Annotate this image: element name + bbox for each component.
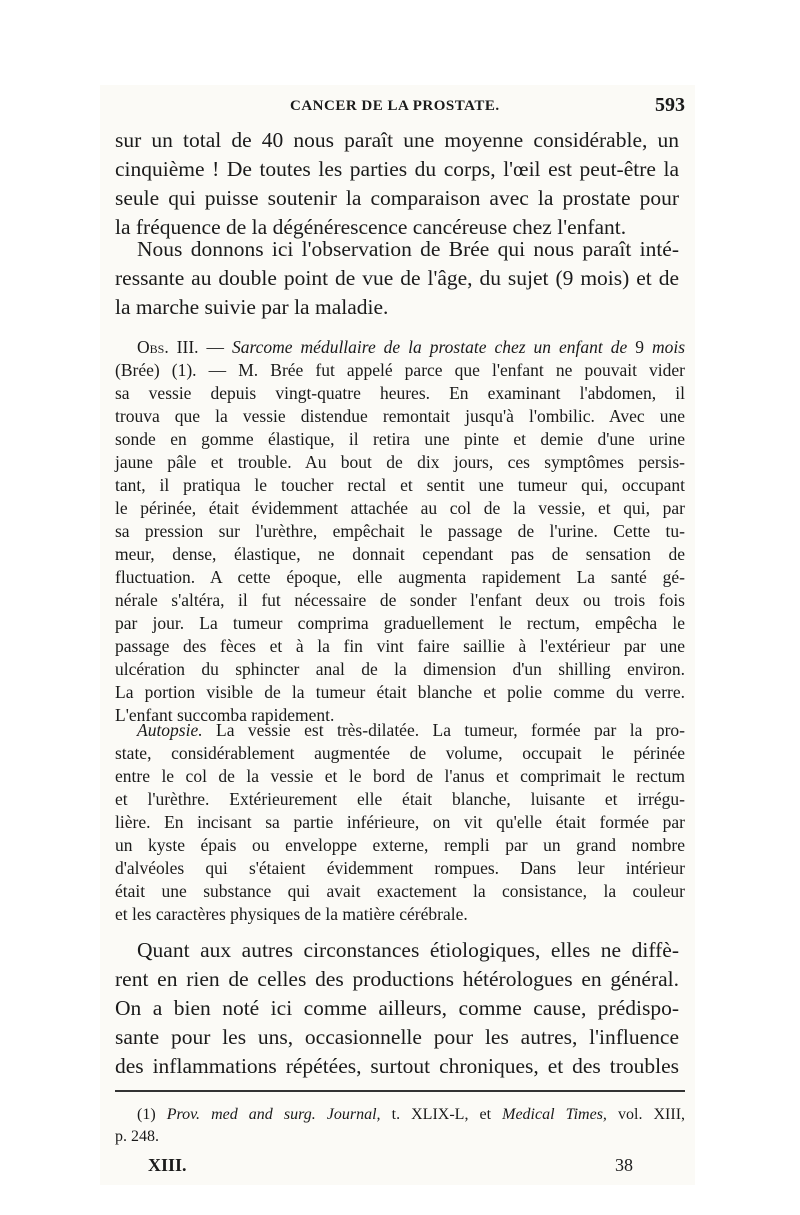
autopsy-first-line: La vessie est très-dilatée. La tumeur, formée par la pro- bbox=[216, 720, 685, 740]
text-line: était une substance qui avait exactement la consistance, la couleur bbox=[115, 881, 685, 901]
text-line: et les caractères physiques de la matière cérébrale. bbox=[115, 904, 468, 924]
text-line: la fréquence de la dégénérescence cancéreuse chez l'enfant. bbox=[115, 215, 627, 239]
footnote-mark: (1) bbox=[137, 1106, 156, 1123]
observation-title: Sarcome médullaire de la prostate chez un enfant de bbox=[231, 337, 628, 357]
text-line: cinquième ! De toutes les parties du corps, l'œil est peut-être la bbox=[115, 157, 679, 181]
text-line: un kyste épais ou enveloppe externe, rempli par un grand nombre bbox=[115, 835, 685, 855]
text-line: fluctuation. A cette époque, elle augmenta rapidement La santé gé- bbox=[115, 567, 685, 587]
text-line: ressante au double point de vue de l'âge, du sujet (9 mois) et de bbox=[115, 266, 679, 290]
footnote-line bbox=[115, 1106, 685, 1124]
footnote-ref-1: t. XLIX-L, et bbox=[391, 1106, 492, 1123]
footnote-line: p. 248. bbox=[115, 1128, 159, 1145]
text-line: d'alvéoles qui s'étaient évidemment rompues. Dans leur intérieur bbox=[115, 858, 685, 878]
observation-age-unit: mois bbox=[651, 337, 686, 357]
signature-sheet: 38 bbox=[615, 1155, 633, 1175]
observation-label: Obs. III. bbox=[137, 337, 199, 357]
footnote-source-2: Medical Times, bbox=[502, 1106, 607, 1123]
text-line: et l'urèthre. Extérieurement elle était blanche, luisante et irrégu- bbox=[115, 789, 685, 809]
text-line: seule qui puisse soutenir la comparaison avec la prostate pour bbox=[115, 186, 679, 210]
text-line: des inflammations répétées, surtout chroniques, et des troubles bbox=[115, 1054, 679, 1078]
text-line: ulcération du sphincter anal de la dimension d'un shilling environ. bbox=[115, 659, 685, 679]
text-line: trouva que la vessie distendue remontait jusqu'à l'ombilic. Avec une bbox=[115, 406, 685, 426]
text-line: La portion visible de la tumeur était blanche et polie comme du verre. bbox=[115, 682, 685, 702]
text-line: sa pression sur l'urèthre, empêchait le passage de l'urine. Cette tu- bbox=[115, 521, 685, 541]
running-title: CANCER DE LA PROSTATE. bbox=[290, 98, 500, 114]
text-line: Nous donnons ici l'observation de Brée qui nous paraît inté- bbox=[137, 237, 679, 261]
text-line: jaune pâle et trouble. Au bout de dix jours, ces symptômes persis- bbox=[115, 452, 685, 472]
text-line: On a bien noté ici comme ailleurs, comme cause, prédispo- bbox=[115, 996, 679, 1020]
text-line: state, considérablement augmentée de volume, occupait le périnée bbox=[115, 743, 685, 763]
footnote-rule bbox=[115, 1090, 685, 1092]
text-line: tant, il pratiqua le toucher rectal et sentit une tumeur qui, occupant bbox=[115, 475, 685, 495]
observation-age: 9 bbox=[635, 337, 644, 357]
autopsy-label: Autopsie. bbox=[137, 720, 203, 740]
signature-volume: XIII. bbox=[148, 1155, 187, 1175]
text-line: la marche suivie par la maladie. bbox=[115, 295, 389, 319]
text-line: le périnée, était évidemment attachée au col de la vessie, et qui, par bbox=[115, 498, 685, 518]
text-line: passage des fèces et à la fin vint faire saillie à l'extérieur par une bbox=[115, 636, 685, 656]
observation-heading: Obs. III. — Sarcome médullaire de la prostate chez un enfant de 9 mois bbox=[137, 337, 686, 357]
footnote-ref-2: vol. XIII, bbox=[618, 1106, 686, 1123]
text-line: sa vessie depuis vingt-quatre heures. En examinant l'abdomen, il bbox=[115, 383, 685, 403]
text-line: L'enfant succomba rapidement. bbox=[115, 705, 335, 725]
text-line: sante pour les uns, occasionnelle pour les autres, l'influence bbox=[115, 1025, 679, 1049]
text-line: sonde en gomme élastique, il retira une pinte et demie d'une urine bbox=[115, 429, 685, 449]
text-line: sur un total de 40 nous paraît une moyenne considérable, un bbox=[115, 128, 679, 152]
footnote-source-1: Prov. med and surg. Journal, bbox=[166, 1106, 381, 1123]
text-line: par jour. La tumeur comprima graduellement le rectum, empêcha le bbox=[115, 613, 685, 633]
text-line: nérale s'altéra, il fut nécessaire de sonder l'enfant deux ou trois fois bbox=[115, 590, 685, 610]
text-line: rent en rien de celles des productions hétérologues en général. bbox=[115, 967, 679, 991]
running-header bbox=[115, 90, 685, 120]
text-line: Quant aux autres circonstances étiologiques, elles ne diffè- bbox=[137, 938, 679, 962]
autopsy-heading bbox=[115, 720, 685, 741]
text-line: entre le col de la vessie et le bord de l'anus et comprimait le rectum bbox=[115, 766, 685, 786]
text-line: lière. En incisant sa partie inférieure, on vit qu'elle était formée par bbox=[115, 812, 685, 832]
text-line: meur, dense, élastique, ne donnait cependant pas de sensation de bbox=[115, 544, 685, 564]
page-number: 593 bbox=[655, 94, 685, 116]
text-line: (Brée) (1). — M. Brée fut appelé parce que l'enfant ne pouvait vider bbox=[115, 360, 685, 380]
